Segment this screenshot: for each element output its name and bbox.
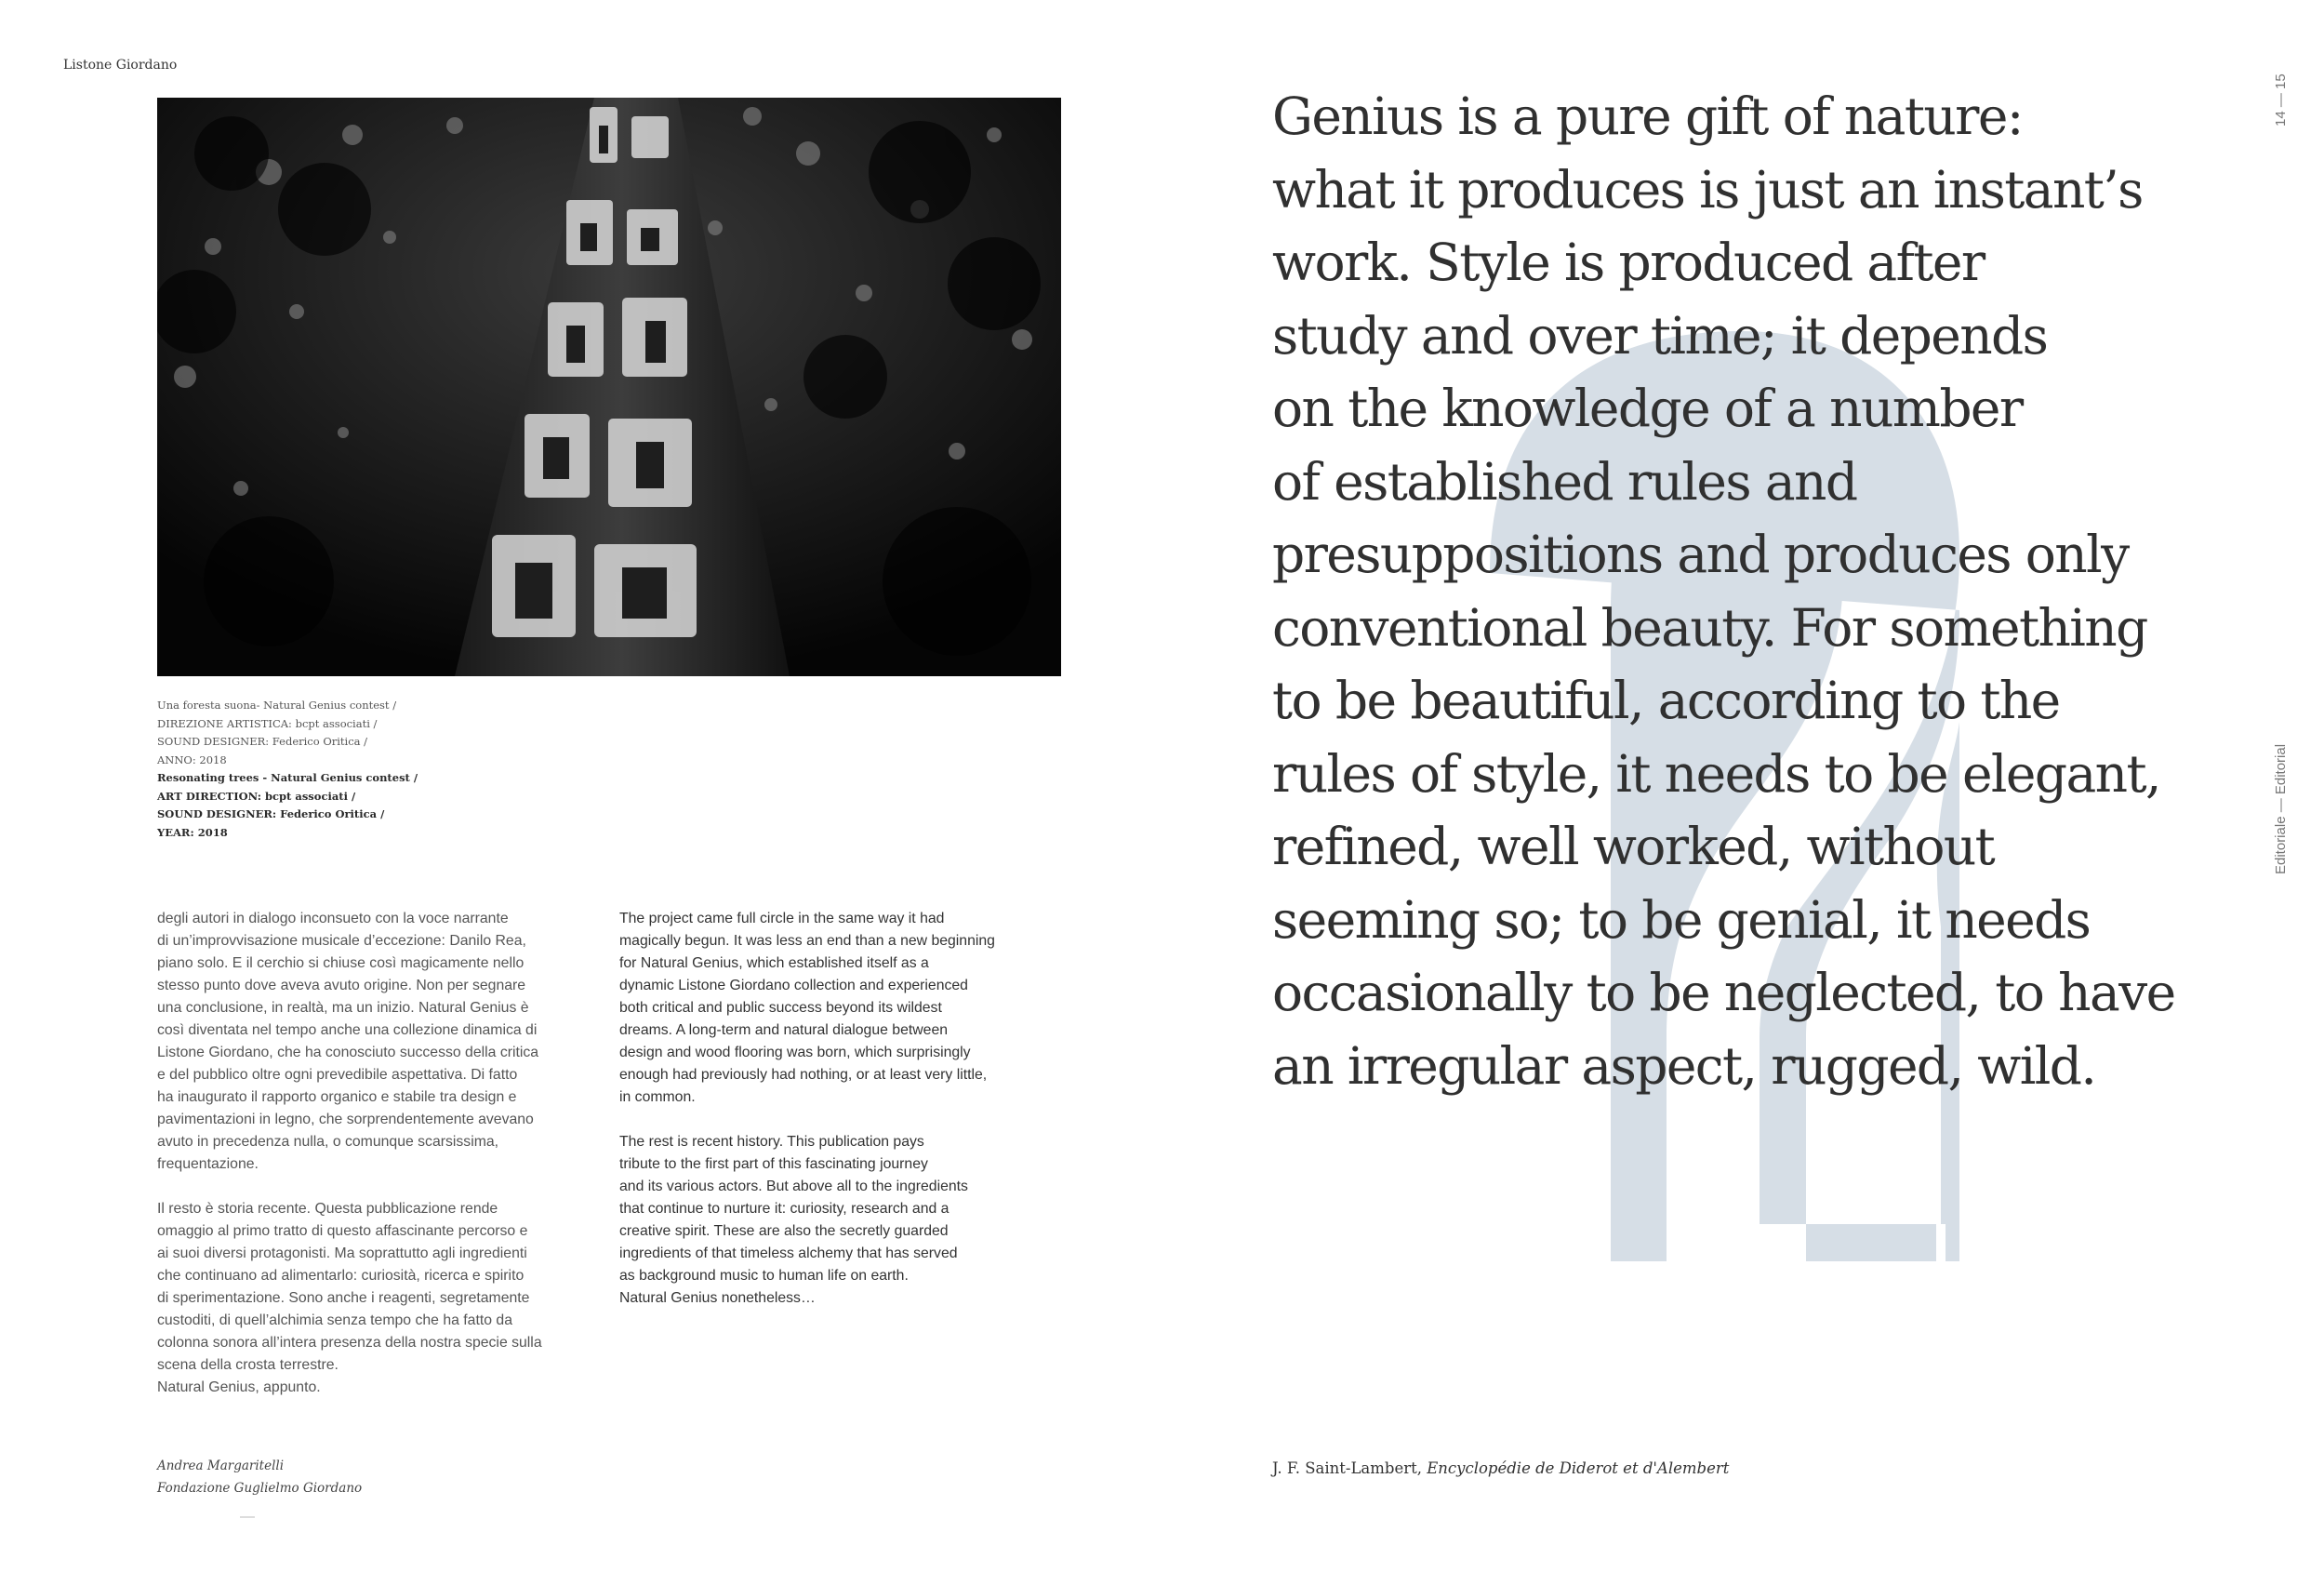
photo-caption bbox=[157, 697, 548, 842]
quote-line: what it produces is just an instant’s bbox=[1272, 159, 2143, 220]
signature-org: Fondazione Guglielmo Giordano bbox=[157, 1481, 363, 1496]
quote-line: study and over time; it depends bbox=[1272, 305, 2048, 366]
quote-line: to be beautiful, according to the bbox=[1272, 671, 2060, 730]
caption-line-it-3: SOUND DESIGNER: Federico Oritica / bbox=[157, 735, 368, 748]
english-body-text: The project came full circle in the same way it had magically begun. It was less an end than a new beginning for Natural Genius, which established itself as a dynamic Listone Giordano collection and experienced both critical and public success beyond its wildest dreams. A long-term and natural dialogue between design and wood flooring was born, which surprisingly enough had previously had nothing, or at least very little, in common. The rest is recent history. This publication pays tribute to the first part of this fascinating journey and its various actors. But above all to the ingredients that continue to nurture it: curiosity, research and a creative spirit. These are also the secretly guarded ingredients of that timeless alchemy that has served as background music to human life on earth. Natural Genius nonetheless… bbox=[619, 911, 995, 1306]
caption-line-it-2: DIREZIONE ARTISTICA: bcpt associati / bbox=[157, 716, 378, 730]
attribution-work: Encyclopédie de Diderot et d'Alembert bbox=[1427, 1459, 1730, 1477]
signature-name: Andrea Margaritelli bbox=[157, 1458, 285, 1473]
quote-line: an irregular aspect, rugged, wild. bbox=[1272, 1035, 2096, 1096]
quote-line: refined, well worked, without bbox=[1272, 817, 1995, 876]
caption-line-it-4: ANNO: 2018 bbox=[157, 753, 227, 766]
brand-header: Listone Giordano bbox=[63, 58, 178, 73]
quote-attribution bbox=[1272, 1459, 1729, 1477]
quote-line: rules of style, it needs to be elegant, bbox=[1272, 743, 2160, 804]
caption-line-en-4: YEAR: 2018 bbox=[157, 825, 228, 839]
section-label: Editoriale — Editorial bbox=[2273, 743, 2289, 874]
page-numbers: 14 — 15 bbox=[2273, 73, 2289, 127]
quote-line: seeming so; to be genial, it needs bbox=[1272, 889, 2091, 950]
italian-body-text: degli autori in dialogo inconsueto con la voce narrante di un’improvvisazione musicale d’eccezione: Danilo Rea, piano solo. E il cerchio si chiuse così magicamente nello stesso punto dove aveva avuto origine. Non per segnare una conclusione, in realtà, ma un inizio. Natural Genius è così diventata nel tempo anche una collezione dinamica di Listone Giordano, che ha conosciuto successo della critica e del pubblico oltre ogni prevedibile aspettativa. Di fatto ha inaugurato il rapporto organico e stabile tra design e pavimentazioni in legno, che sorprendentemente avevano avuto in precedenza nulla, o comunque scarsissima, frequentazione. Il resto è storia recente. Questa pubblicazione rende omaggio al primo tratto di questo affascinante percorso e ai suoi diversi protagonisti. Ma soprattutto agli ingredienti che continuano ad alimentarlo: curiosità, ricerca e spirito di sperimentazione. Sono anche i reagenti, segretamente custoditi, di quell’alchimia senza tempo che ha fatto da colonna sonora all’intera presenza della nostra specie sulla scena della crosta terrestre. Natural Genius, appunto. bbox=[157, 911, 542, 1395]
quote-line: conventional beauty. For something bbox=[1272, 597, 2147, 658]
quote-line: Genius is a pure gift of nature: bbox=[1272, 87, 2023, 146]
caption-line-en-2: ART DIRECTION: bcpt associati / bbox=[157, 789, 356, 803]
quote-line: on the knowledge of a number bbox=[1272, 379, 2023, 438]
attribution-author: J. F. Saint-Lambert, bbox=[1272, 1459, 1428, 1477]
quote-line: presuppositions and produces only bbox=[1272, 525, 2129, 584]
caption-line-en-3: SOUND DESIGNER: Federico Oritica / bbox=[157, 807, 385, 820]
quote-line: work. Style is produced after bbox=[1272, 233, 1985, 292]
photo-illustration bbox=[157, 98, 1061, 676]
caption-line-en-1: Resonating trees - Natural Genius contest / bbox=[157, 771, 418, 784]
pull-quote bbox=[1272, 80, 2211, 1102]
quote-line: of established rules and bbox=[1272, 451, 1857, 512]
page-mark bbox=[240, 1516, 255, 1518]
caption-line-it-1: Una foresta suona- Natural Genius contest / bbox=[157, 699, 397, 712]
author-signature bbox=[157, 1455, 362, 1499]
quote-line: occasionally to be neglected, to have bbox=[1272, 963, 2175, 1022]
tree-projection-photo bbox=[157, 98, 1061, 676]
